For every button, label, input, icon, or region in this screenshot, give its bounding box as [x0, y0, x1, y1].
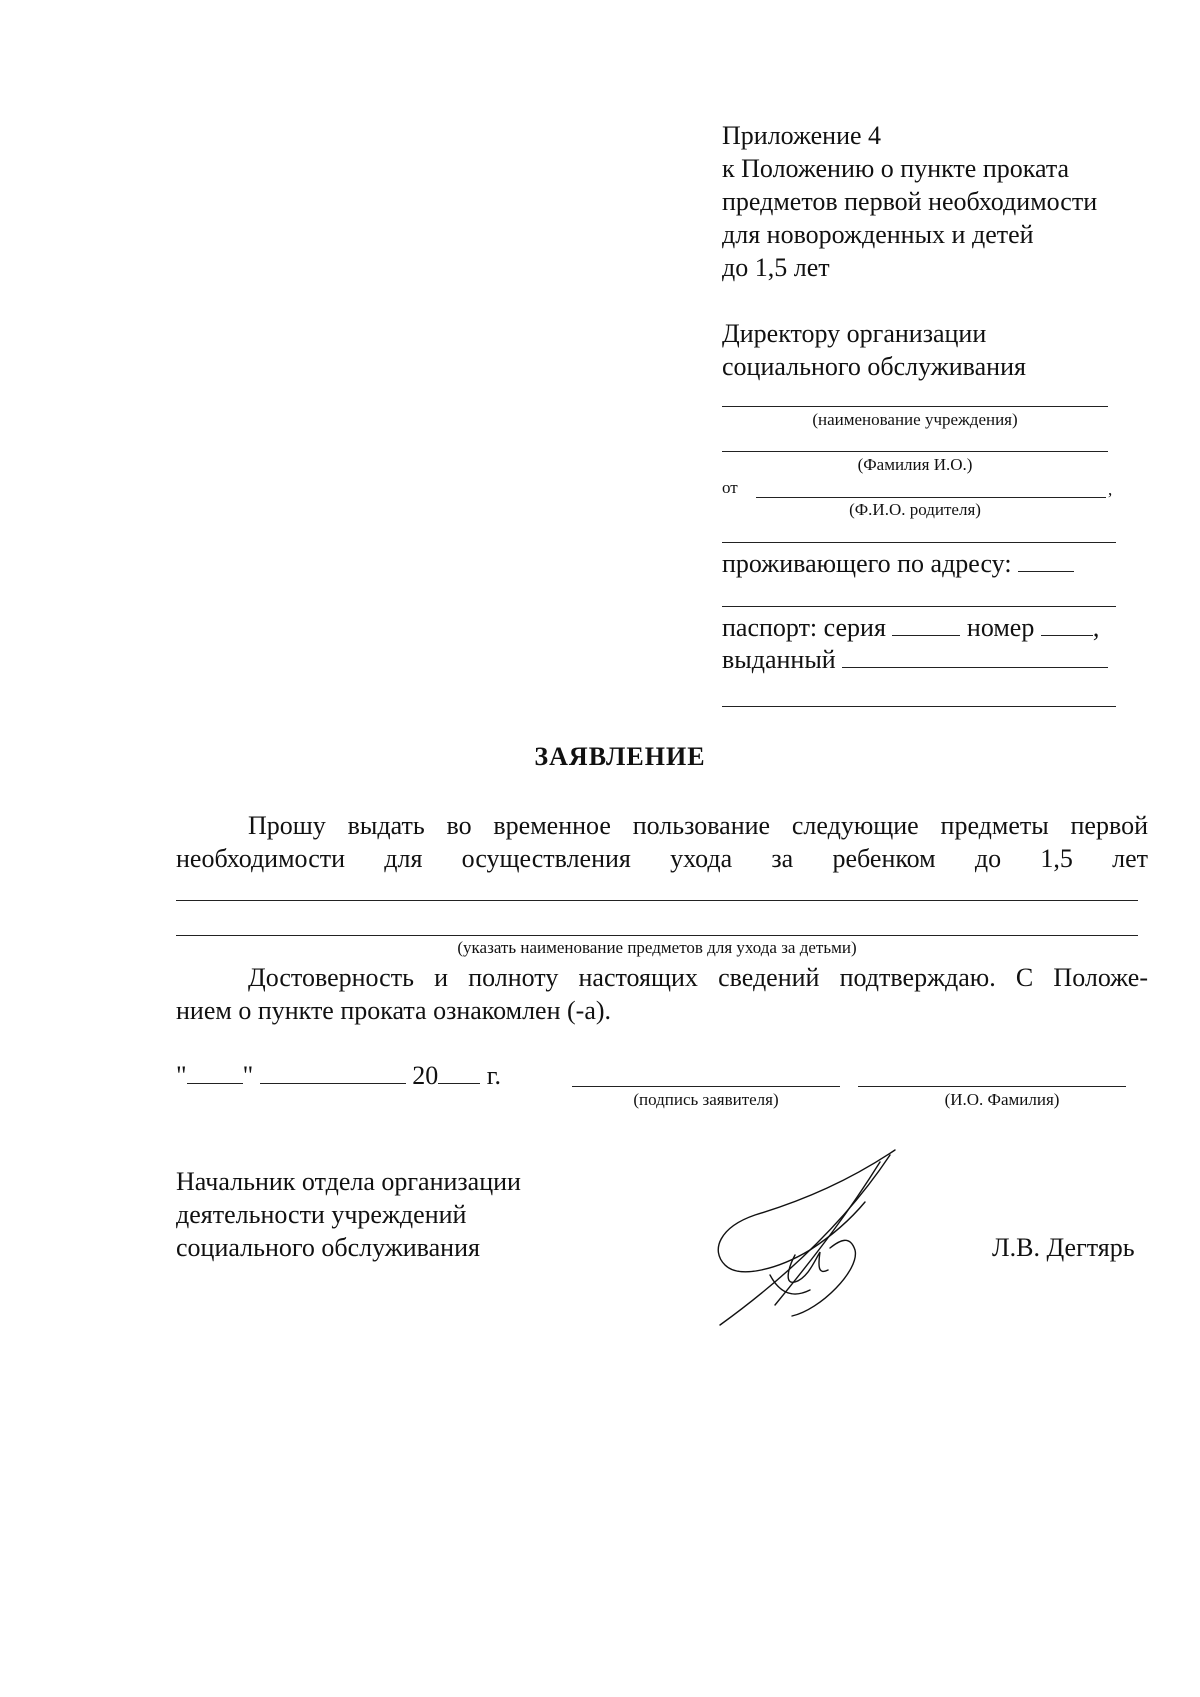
- annex-line: к Положению о пункте проката: [722, 154, 1070, 183]
- institution-field[interactable]: [722, 406, 1108, 407]
- month-field[interactable]: [260, 1061, 406, 1084]
- issued-label: выданный: [722, 645, 836, 674]
- request-line: необходимости для осуществления ухода за ребенком до 1,5 лет: [176, 844, 1148, 873]
- items-field-line1[interactable]: [176, 900, 1138, 901]
- signature-caption: (подпись заявителя): [633, 1090, 779, 1109]
- confirm-line: Достоверность и полноту настоящих сведений подтверждаю. С Положе-: [248, 963, 1148, 992]
- parent-caption: (Ф.И.О. родителя): [849, 500, 981, 519]
- addressee-line: Директору организации: [722, 319, 987, 348]
- address-row: [722, 548, 1074, 580]
- official-position-line: деятельности учреждений: [176, 1200, 467, 1229]
- issued-row: [722, 644, 1108, 676]
- date-row: [176, 1060, 501, 1092]
- year-suffix: г.: [486, 1061, 501, 1090]
- issued-field-line2[interactable]: [722, 706, 1116, 707]
- request-line: Прошу выдать во временное пользование следующие предметы первой: [248, 811, 1148, 840]
- official-position-line: Начальник отдела организации: [176, 1167, 521, 1196]
- institution-caption: (наименование учреждения): [812, 410, 1018, 429]
- passport-number-field[interactable]: [1041, 613, 1093, 636]
- comma: ,: [1108, 480, 1113, 499]
- day-field[interactable]: [187, 1061, 243, 1084]
- address-field[interactable]: [1018, 549, 1074, 572]
- passport-series-label: паспорт: серия: [722, 613, 886, 642]
- signature-icon: [700, 1140, 910, 1330]
- annex-line: предметов первой необходимости: [722, 187, 1098, 216]
- annex-line: Приложение 4: [722, 121, 882, 150]
- surname-field[interactable]: [722, 451, 1108, 452]
- annex-line: для новорожденных и детей: [722, 220, 1034, 249]
- official-position-line: социального обслуживания: [176, 1233, 480, 1262]
- items-field-line2[interactable]: [176, 935, 1138, 936]
- close-quote: ": [242, 1061, 254, 1090]
- parent-name-field[interactable]: [756, 497, 1106, 498]
- address-field-line2[interactable]: [722, 606, 1116, 607]
- issued-field[interactable]: [842, 645, 1108, 668]
- official-name: Л.В. Дегтярь: [992, 1233, 1135, 1262]
- passport-number-label: номер: [966, 613, 1035, 642]
- items-caption: (указать наименование предметов для ухода за детьми): [457, 938, 857, 957]
- address-field-top[interactable]: [722, 542, 1116, 543]
- annex-line: до 1,5 лет: [722, 253, 830, 282]
- passport-row: паспорт: серия номер ,: [722, 613, 1100, 642]
- year-prefix: 20: [412, 1061, 439, 1090]
- applicant-name-field[interactable]: [858, 1086, 1126, 1087]
- surname-caption: (Фамилия И.О.): [857, 455, 973, 474]
- open-quote: ": [176, 1061, 187, 1090]
- confirm-line: нием о пункте проката ознакомлен (-а).: [176, 996, 612, 1025]
- from-label: от: [722, 478, 738, 497]
- passport-series-field[interactable]: [892, 613, 960, 636]
- addressee-line: социального обслуживания: [722, 352, 1026, 381]
- document-title: ЗАЯВЛЕНИЕ: [534, 742, 706, 771]
- address-label: проживающего по адресу:: [722, 549, 1012, 578]
- name-caption: (И.О. Фамилия): [944, 1090, 1060, 1109]
- year-field[interactable]: [438, 1061, 480, 1084]
- applicant-signature-field[interactable]: [572, 1086, 840, 1087]
